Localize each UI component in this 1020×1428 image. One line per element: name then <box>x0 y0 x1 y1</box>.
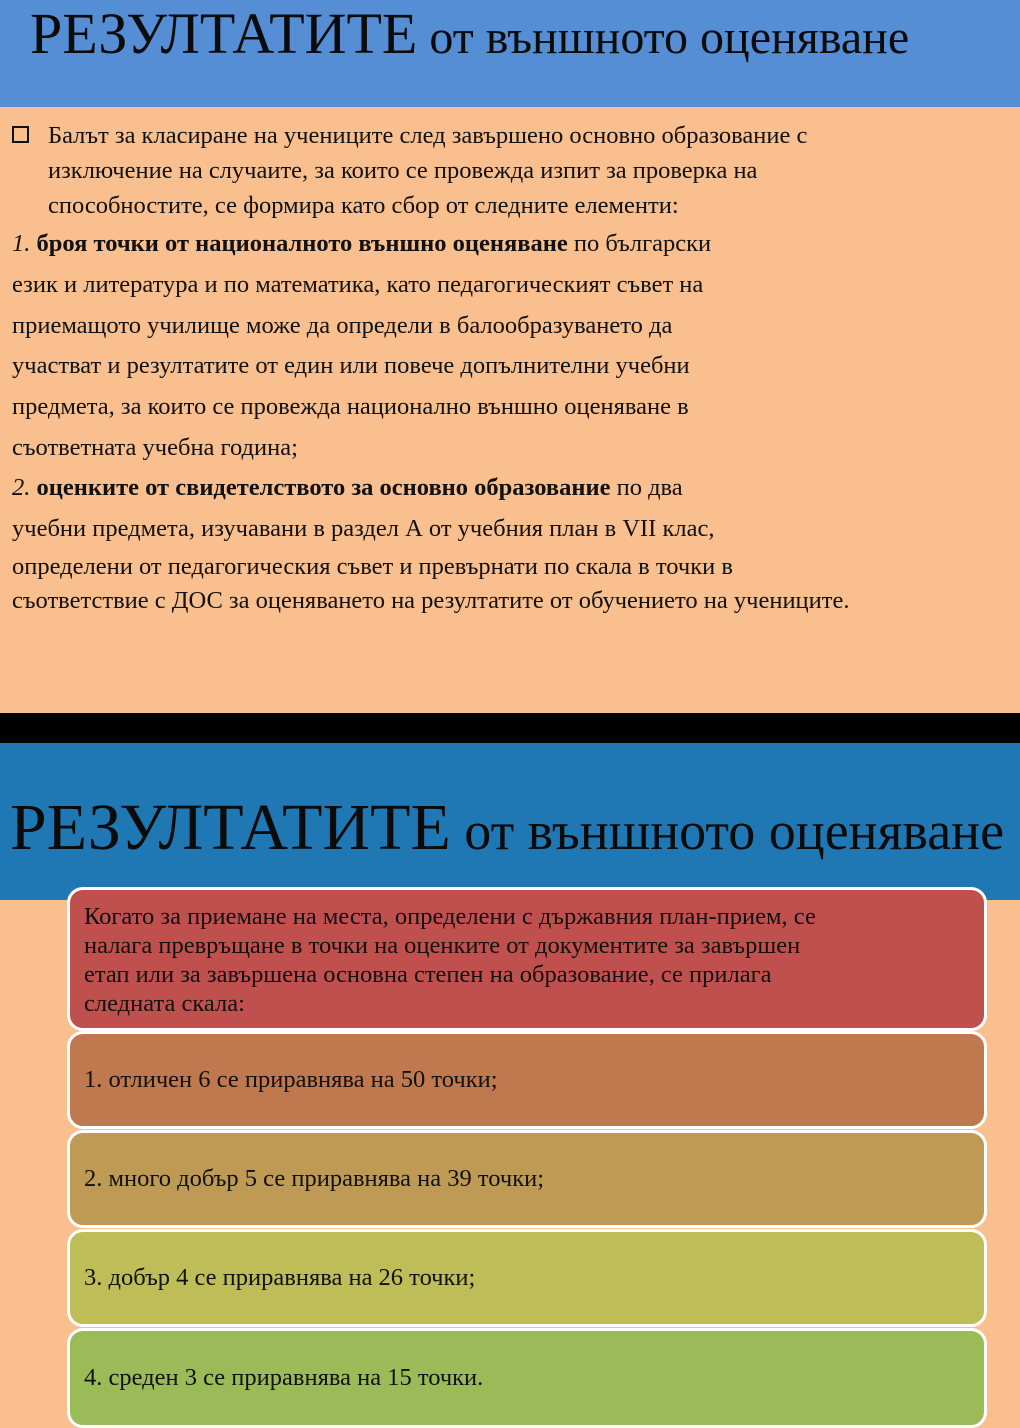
item-line: участват и резултатите от един или повече допълнителни учебни <box>12 352 690 380</box>
slide-2 <box>0 743 1020 1428</box>
intro-line: изключение на случаите, за които се провежда изпит за проверка на <box>48 157 758 184</box>
list-item-2 <box>12 468 1017 618</box>
item-line: съответната учебна година; <box>12 433 298 461</box>
scale-intro-line: етап или за завършена основна степен на образование, се прилага <box>84 961 772 988</box>
scale-intro-line: налага превръщане в точки на оценките от документите за завършен <box>84 932 801 959</box>
title-bar <box>0 0 1020 107</box>
intro-line: Балът за класиране на учениците след завършено основно образование с <box>48 122 808 149</box>
item-line: съответствие с ДОС за оценяването на резултатите от обучението на учениците. <box>12 586 850 614</box>
scale-row-average <box>67 1328 987 1428</box>
bullet-intro <box>12 118 1012 223</box>
scale-intro-line: следната скала: <box>84 990 245 1017</box>
slide-title: РЕЗУЛТАТИТЕ от външното оценяване <box>30 1 910 66</box>
scale-row-very-good <box>67 1130 987 1228</box>
item-text: по два <box>610 474 683 501</box>
scale-row-excellent <box>67 1031 987 1129</box>
item-bold-text: броя точки от националното външно оценяване <box>36 230 568 257</box>
item-number: 2. <box>12 474 31 501</box>
slide-title: РЕЗУЛТАТИТЕ от външното оценяване <box>10 791 1005 864</box>
item-line: определени от педагогическия съвет и превърнати по скала в точки в <box>12 552 733 580</box>
scale-row-good <box>67 1229 987 1327</box>
checkbox-bullet-icon <box>12 126 29 143</box>
scale-row-text: 3. добър 4 се приравнява на 26 точки; <box>84 1264 476 1291</box>
scale-row-text: 2. много добър 5 се приравнява на 39 точки; <box>84 1165 545 1192</box>
intro-line: способностите, се формира като сбор от следните елементи: <box>48 192 679 219</box>
item-line: учебни предмета, изучавани в раздел А от учебния план в VII клас, <box>12 514 715 542</box>
scale-row-text: 1. отличен 6 се приравнява на 50 точки; <box>84 1066 498 1093</box>
item-number: 1. <box>12 230 31 257</box>
item-line: приемащото училище може да определи в балообразуването да <box>12 311 673 339</box>
scale-row-text: 4. среден 3 се приравнява на 15 точки. <box>84 1364 484 1391</box>
slide-1 <box>0 0 1020 713</box>
list-item-1 <box>12 224 1017 469</box>
item-line: предмета, за които се провежда национално външно оценяване в <box>12 393 689 421</box>
title-bar <box>0 743 1020 900</box>
item-bold-text: оценките от свидетелството за основно образование <box>36 474 611 501</box>
scale-intro-line: Когато за приемане на места, определени с държавния план-прием, се <box>84 903 816 930</box>
item-line: език и литература и по математика, като педагогическият съвет на <box>12 270 704 298</box>
slide-divider <box>0 713 1020 743</box>
scale-intro-box <box>67 887 987 1031</box>
item-text: по български <box>567 230 712 257</box>
